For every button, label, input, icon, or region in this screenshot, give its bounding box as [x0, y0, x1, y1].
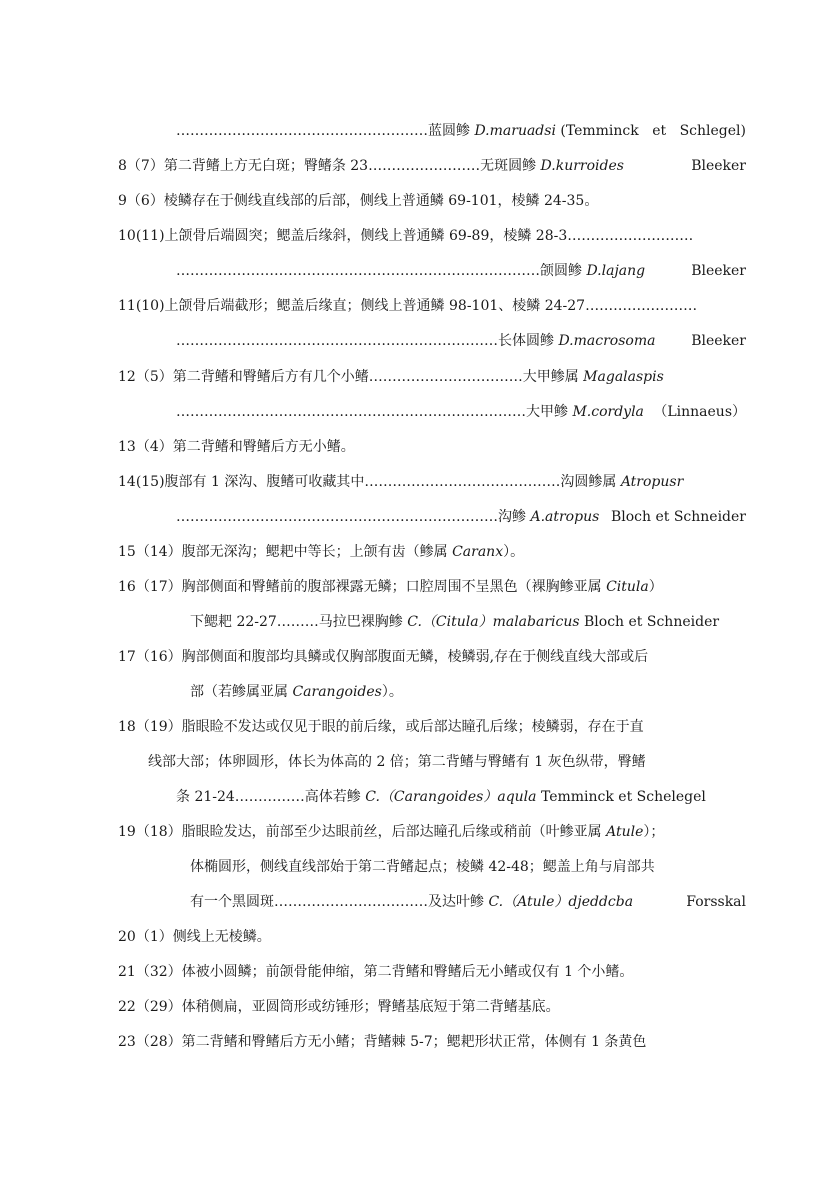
- key-line-26: 22（29）体稍侧扁，亚圆筒形或纺锤形；臀鳍基底短于第二背鳍基底。: [118, 999, 560, 1015]
- author-et: et: [652, 123, 667, 139]
- author-name: （Linnaeus）: [653, 404, 746, 420]
- key-text: 8（7）第二背鳍上方无白斑；臀鳍条 23……………………无斑圆鲹 D.kurroides: [118, 158, 624, 174]
- key-line-15: 下鳃耙 22-27………马拉巴裸胸鲹 C.（Citula）malabaricus Bloch et Schneider: [190, 614, 720, 630]
- key-line-1: [176, 120, 746, 142]
- author-name: Bloch et Schneider: [610, 509, 746, 525]
- key-line-4: 10(11)上颌骨后端圆突；鳃盖后缘斜，侧线上普通鳞 69-89，棱鳞 28-3………………………: [118, 228, 694, 244]
- key-line-21: 19（18）脂眼睑发达，前部至少达眼前丝，后部达瞳孔后缘或稍前（叶鲹亚属 Atule）；: [118, 824, 665, 840]
- key-line-17: 部（若鲹属亚属 Carangoides）。: [190, 684, 403, 700]
- key-line-9: [176, 401, 746, 423]
- key-line-25: 21（32）体被小圆鳞；前颌骨能伸缩，第二背鳍和臀鳍后无小鳍或仅有 1 个小鳍。: [118, 964, 634, 980]
- author-name: Bleeker: [691, 263, 746, 279]
- key-line-23: [190, 891, 746, 913]
- author-name: Schlegel): [679, 123, 746, 139]
- key-text: ………………………………………………蓝圆鲹 D.maruadsi (Temminck: [176, 123, 639, 139]
- author-name: Forsskal: [686, 894, 746, 910]
- key-line-14: 16（17）胸部侧面和臀鳍前的腹部裸露无鳞；口腔周围不呈黑色（裸胸鲹亚属 Citula）: [118, 579, 663, 595]
- key-line-11: 14(15)腹部有 1 深沟、腹鳍可收藏其中……………………………………沟圆鲹属 Atropusr: [118, 474, 684, 490]
- key-line-27: 23（28）第二背鳍和臀鳍后方无小鳍；背鳍棘 5-7；鳃耙形状正常，体侧有 1 条黄色: [118, 1034, 647, 1050]
- key-text: 有一个黑圆斑……………………………及达叶鲹 C.（Atule）djeddcba: [190, 894, 634, 910]
- key-line-10: 13（4）第二背鳍和臀鳍后方无小鳍。: [118, 439, 355, 455]
- key-line-12: [176, 506, 746, 528]
- author-name: Bleeker: [691, 158, 746, 174]
- key-text: ……………………………………………………………………颌圆鲹 D.lajang: [176, 263, 646, 279]
- author-name: Bleeker: [691, 333, 746, 349]
- key-line-16: 17（16）胸部侧面和腹部均具鳞或仅胸部腹面无鳞，棱鳞弱,存在于侧线直线大部或后: [118, 649, 649, 665]
- key-text: ……………………………………………………………沟鲹 A.atropus: [176, 509, 600, 525]
- key-line-2: [118, 155, 746, 177]
- key-line-3: 9（6）棱鳞存在于侧线直线部的后部，侧线上普通鳞 69-101，棱鳞 24-35。: [118, 193, 599, 209]
- key-line-24: 20（1）侧线上无棱鳞。: [118, 929, 271, 945]
- key-line-5: [176, 260, 746, 282]
- key-line-8: 12（5）第二背鳍和臀鳍后方有几个小鳍……………………………大甲鲹属 Magalaspis: [118, 369, 664, 385]
- key-text: ……………………………………………………………长体圆鲹 D.macrosoma: [176, 333, 656, 349]
- key-text: …………………………………………………………………大甲鲹 M.cordyla: [176, 404, 644, 420]
- key-line-6: 11(10)上颌骨后端截形；鳃盖后缘直；侧线上普通鳞 98-101、棱鳞 24-27……………………: [118, 298, 698, 314]
- key-line-20: 条 21-24……………高体若鲹 C.（Carangoides）aqula Temminck et Schelegel: [176, 789, 706, 805]
- key-line-18: 18（19）脂眼睑不发达或仅见于眼的前后缘，或后部达瞳孔后缘；棱鳞弱，存在于直: [118, 719, 644, 735]
- key-line-22: 体椭圆形，侧线直线部始于第二背鳍起点；棱鳞 42-48；鳃盖上角与肩部共: [190, 859, 655, 875]
- key-line-13: 15（14）腹部无深沟；鳃耙中等长；上颌有齿（鲹属 Caranx）。: [118, 544, 525, 560]
- key-line-19: 线部大部；体卵圆形，体长为体高的 2 倍；第二背鳍与臀鳍有 1 灰色纵带，臀鳍: [148, 754, 646, 770]
- key-line-7: [176, 330, 746, 352]
